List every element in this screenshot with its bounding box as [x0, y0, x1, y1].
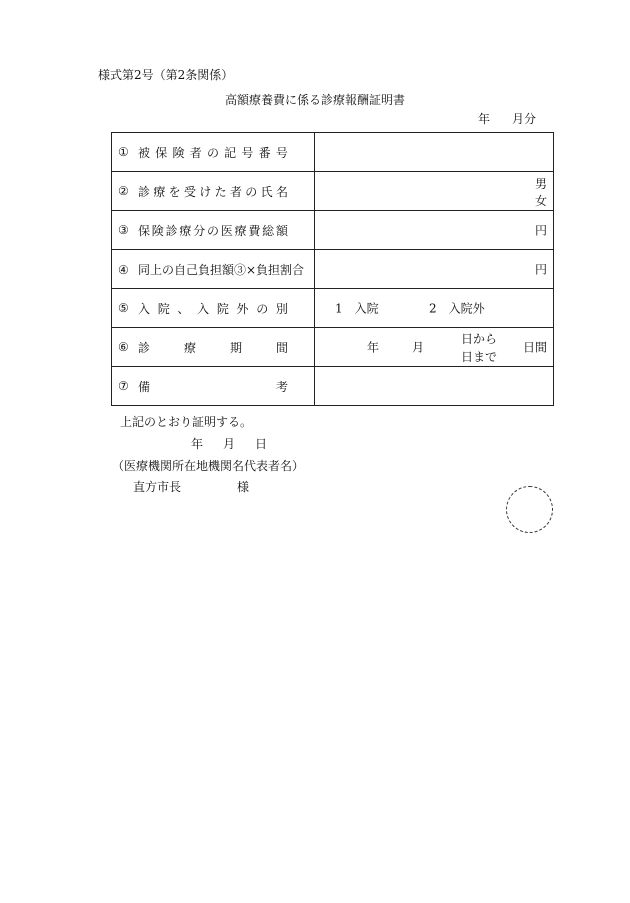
- label-char: 受: [183, 184, 196, 199]
- patient-name-label: [138, 183, 288, 200]
- certification-statement: 上記のとおり証明する。: [120, 415, 253, 429]
- addressee: [133, 478, 249, 495]
- label-char: を: [168, 184, 181, 199]
- label-cell: [112, 367, 315, 406]
- label-char: の: [256, 301, 269, 316]
- label-char: 院: [157, 301, 170, 316]
- honorific: 様: [237, 480, 250, 494]
- label-char: 療: [183, 340, 196, 355]
- label-char: 療: [234, 223, 247, 238]
- yen-unit: 円: [534, 223, 547, 238]
- label-char: 者: [189, 145, 202, 160]
- label-char: 入: [138, 301, 151, 316]
- label-char: 費: [248, 223, 261, 238]
- option-outpatient[interactable]: 2 入院外: [429, 301, 485, 316]
- gender-female[interactable]: 女: [534, 194, 547, 208]
- admission-type-label: [138, 300, 288, 317]
- billing-year-label: 年: [478, 112, 491, 126]
- certification-date: [191, 435, 267, 452]
- period-month-label: 月: [412, 340, 425, 355]
- label-char: 診: [138, 340, 151, 355]
- insured-number-field[interactable]: [315, 133, 554, 172]
- label-cell: [112, 289, 315, 328]
- seal-stamp-area: [506, 486, 553, 533]
- label-cell: [112, 133, 315, 172]
- label-char: 間: [275, 340, 288, 355]
- label-char: 診: [165, 223, 178, 238]
- gender-male[interactable]: 男: [534, 177, 547, 191]
- label-cell: [112, 172, 315, 211]
- insured-number-label: [138, 144, 288, 161]
- label-char: 医: [220, 223, 233, 238]
- patient-name-field[interactable]: [315, 172, 554, 211]
- treatment-period-field[interactable]: [315, 328, 554, 367]
- row-self-pay: [112, 250, 554, 289]
- admission-type-field: [315, 289, 554, 328]
- label-char: の: [206, 223, 219, 238]
- label-char: け: [199, 184, 212, 199]
- row-total-medical-cost: [112, 211, 554, 250]
- period-year-label: 年: [367, 340, 380, 355]
- cert-day-label: 日: [255, 437, 268, 451]
- addressee-name: 直方市長: [133, 480, 182, 494]
- billing-month-label: 月分: [512, 112, 537, 126]
- label-char: 号: [241, 145, 254, 160]
- label-char: 名: [275, 184, 288, 199]
- label-char: 療: [153, 184, 166, 199]
- cert-month-label: 月: [223, 437, 236, 451]
- label-char: 、: [177, 301, 190, 316]
- row-patient-name: [112, 172, 554, 211]
- treatment-period-label: [138, 339, 288, 356]
- page-title: 高額療養費に係る診療報酬証明書: [224, 93, 405, 107]
- label-char: 番: [258, 145, 271, 160]
- label-char: 号: [275, 145, 288, 160]
- row-insured-number: [112, 133, 554, 172]
- label-char: 記: [224, 145, 237, 160]
- label-char: 被: [138, 145, 151, 160]
- remarks-label: [138, 378, 288, 395]
- row-remarks: [112, 367, 554, 406]
- label-char: 診: [138, 184, 151, 199]
- label-char: 総: [262, 223, 275, 238]
- row-number: ③: [118, 222, 129, 237]
- row-number: ⑥: [118, 339, 129, 354]
- label-char: 院: [216, 301, 229, 316]
- issuer-label: （医療機関所在地機関名代表者名）: [112, 459, 305, 473]
- row-number: ⑦: [118, 378, 129, 393]
- period-range: [461, 330, 497, 366]
- label-char: 額: [275, 223, 288, 238]
- yen-unit: 円: [534, 262, 547, 277]
- form-number: 様式第2号（第2条関係）: [98, 68, 234, 82]
- row-treatment-period: [112, 328, 554, 367]
- label-char: 期: [229, 340, 242, 355]
- row-number: ②: [118, 183, 129, 198]
- option-inpatient[interactable]: 1 入院: [335, 301, 379, 316]
- label-char: 療: [179, 223, 192, 238]
- label-char: 氏: [260, 184, 273, 199]
- label-char: 外: [236, 301, 249, 316]
- label-cell: [112, 211, 315, 250]
- label-char: 保: [138, 223, 151, 238]
- cert-year-label: 年: [191, 437, 204, 451]
- certificate-form-table: [111, 132, 554, 406]
- label-cell: [112, 250, 315, 289]
- label-char: 険: [172, 145, 185, 160]
- label-char: 考: [275, 379, 288, 394]
- label-char: 険: [151, 223, 164, 238]
- self-pay-field[interactable]: [315, 250, 554, 289]
- label-char: 入: [197, 301, 210, 316]
- label-char: た: [214, 184, 227, 199]
- period-days-label: 日間: [522, 340, 547, 355]
- label-char: 者: [229, 184, 242, 199]
- label-char: 分: [193, 223, 206, 238]
- row-number: ①: [118, 144, 129, 159]
- self-pay-label: 同上の自己負担額③×負担割合: [138, 262, 305, 277]
- row-number: ④: [118, 262, 129, 277]
- label-cell: [112, 328, 315, 367]
- period-to-label: 日まで: [461, 350, 498, 364]
- label-char: 備: [138, 379, 151, 394]
- label-char: の: [245, 184, 258, 199]
- remarks-field[interactable]: [315, 367, 554, 406]
- row-number: ⑤: [118, 300, 129, 315]
- total-cost-label: [138, 222, 288, 239]
- gender-options: [535, 176, 547, 210]
- period-from-label: 日から: [461, 332, 498, 346]
- label-char: 別: [275, 301, 288, 316]
- total-cost-field[interactable]: [315, 211, 554, 250]
- label-char: 保: [155, 145, 168, 160]
- row-admission-type: [112, 289, 554, 328]
- billing-period: [478, 110, 536, 127]
- label-char: の: [206, 145, 219, 160]
